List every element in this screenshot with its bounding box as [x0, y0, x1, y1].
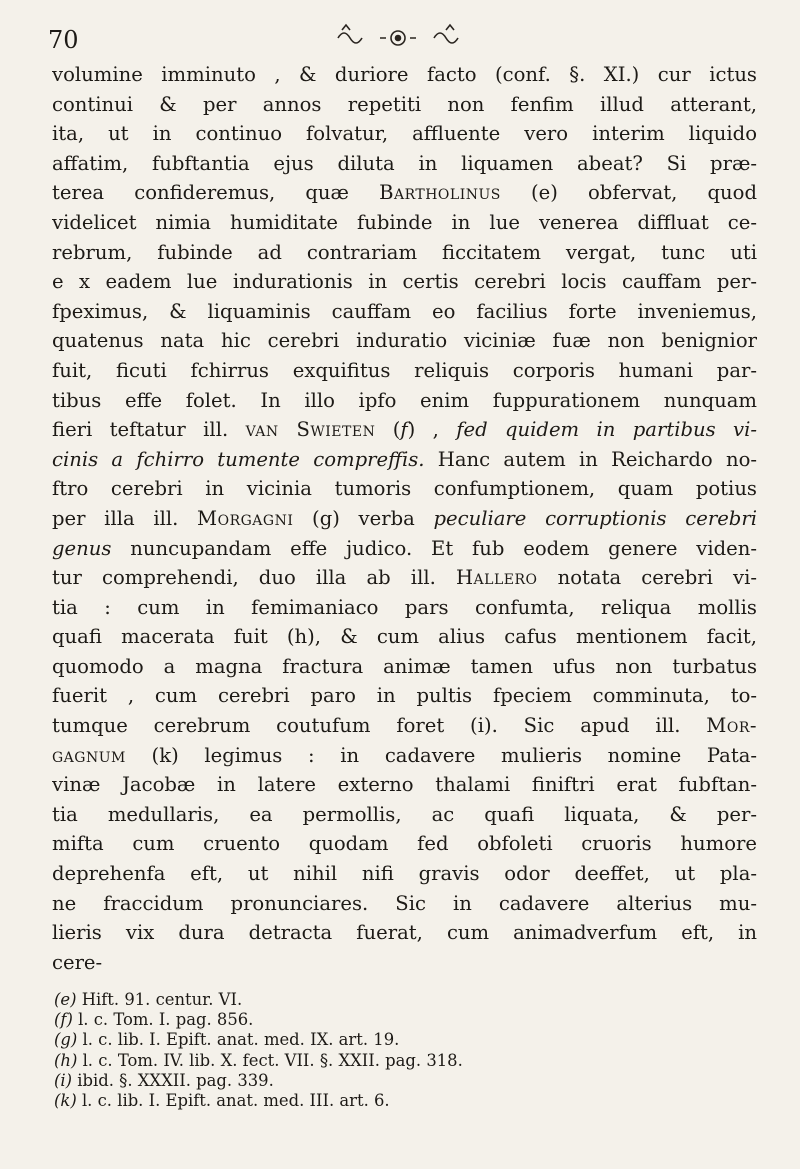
text-line [52, 90, 757, 120]
text-line [52, 918, 757, 948]
text-line [52, 326, 757, 356]
footnote-text: l. c. lib. I. Epift. anat. med. IX. art. 19. [77, 1030, 400, 1050]
text-segment: notata cerebri vi- [537, 566, 757, 590]
text-segment: genus [52, 536, 112, 560]
text-line [52, 770, 757, 800]
text-segment: Hanc autem in Reichardo no- [424, 447, 757, 471]
decorative-fleuron-icon [328, 22, 468, 54]
text-segment: fed quidem in partibus vi- [456, 418, 757, 442]
text-line [52, 208, 757, 238]
text-line [52, 711, 757, 741]
text-segment: ne fraccidum pronunciares. Sic in cadavere alterius mu- [52, 891, 757, 915]
page-number: 70 [48, 26, 79, 54]
text-segment: ftro cerebri in vicinia tumoris confumptionem, quam potius [52, 477, 757, 501]
text-segment: (e) obfervat, quod [500, 181, 757, 205]
text-segment: tia medullaris, ea permollis, ac quafi liquata, & per- [52, 802, 757, 826]
text-segment: quafi macerata fuit (h), & cum alius cafus mentionem facit, [52, 625, 757, 649]
footnote-text: l. c. Tom. I. pag. 856. [72, 1010, 254, 1030]
text-line [52, 800, 757, 830]
text-segment: Morgagni [197, 506, 294, 530]
catchword: cere- [52, 950, 103, 974]
text-segment: quatenus nata hic cerebri induratio viciniæ fuæ non benignior [52, 329, 757, 353]
footnote-mark: (i) [54, 1070, 73, 1090]
footnote [54, 1091, 754, 1111]
text-segment: fuit, ficuti fchirrus exquifitus reliquis corporis humani par- [52, 358, 757, 382]
text-segment: videlicet nimia humiditate fubinde in lue venerea diffluat ce- [52, 210, 757, 234]
text-segment: tumque cerebrum coutufum foret (i). Sic apud ill. [52, 714, 707, 738]
text-segment: volumine imminuto , & duriore facto (conf. §. XI.) cur ictus [52, 63, 757, 86]
text-line [52, 60, 757, 90]
text-segment: ita, ut in continuo folvatur, affluente vero interim liquido [52, 122, 757, 146]
text-line [52, 593, 757, 623]
text-segment: quomodo a magna fractura animæ tamen ufus non turbatus [52, 654, 757, 678]
text-line [52, 889, 757, 919]
text-line [52, 178, 757, 208]
text-segment: Hallero [455, 566, 538, 590]
text-segment: vinæ Jacobæ in latere externo thalami finiftri erat fubftan- [52, 773, 757, 797]
text-line [52, 829, 757, 859]
footnote [54, 1051, 754, 1071]
text-segment: mifta cum cruento quodam fed obfoleti cruoris humore [52, 832, 757, 856]
footnote-text: Hift. 91. centur. VI. [76, 990, 243, 1009]
text-segment: continui & per annos repetiti non fenfim illud atterant, [52, 92, 757, 116]
text-segment: fpeximus, & liquaminis cauffam eo facilius forte inveniemus, [52, 299, 757, 323]
text-line [52, 741, 757, 771]
text-line [52, 622, 757, 652]
footnote-mark: (h) [54, 1050, 78, 1070]
footnote-mark: (g) [54, 1030, 78, 1050]
footnotes [54, 990, 754, 1111]
text-line [52, 119, 757, 149]
text-segment: tur comprehendi, duo illa ab ill. [52, 566, 456, 590]
text-line [52, 504, 757, 534]
text-line [52, 652, 757, 682]
text-segment: fuerit , cum cerebri paro in pultis fpeciem comminuta, to- [52, 684, 757, 708]
footnote-mark: (f) [54, 1010, 73, 1030]
footnote [54, 1030, 754, 1050]
text-line [52, 238, 757, 268]
text-segment: tia : cum in femimaniaco pars confumta, reliqua mollis [52, 595, 757, 619]
text-segment: affatim, fubftantia ejus diluta in liquamen abeat? Si præ- [52, 151, 757, 175]
footnote [54, 990, 754, 1010]
text-line [52, 386, 757, 416]
footnote-text: l. c. Tom. IV. lib. X. fect. VII. §. XXII. pag. 318. [77, 1050, 463, 1070]
footnote-text: ibid. §. XXXII. pag. 339. [72, 1070, 274, 1090]
text-line [52, 859, 757, 889]
text-line [52, 445, 757, 475]
text-segment: peculiare corruptionis cerebri [433, 506, 757, 530]
text-segment: per illa ill. [52, 506, 198, 530]
text-segment: gagnum [52, 743, 126, 767]
text-segment: rebrum, fubinde ad contrariam ficcitatem vergat, tunc uti [52, 240, 757, 264]
footnote-mark: (e) [54, 990, 77, 1009]
text-segment: fieri teftatur ill. [52, 418, 246, 442]
text-segment: ( [375, 418, 401, 442]
text-segment: (g) verba [293, 506, 434, 530]
footnote [54, 1010, 754, 1030]
text-segment: lieris vix dura detracta fuerat, cum animadverfum eft, in [52, 921, 757, 945]
text-segment: cinis a fchirro tumente compreffis. [52, 447, 425, 471]
page-header [48, 18, 748, 58]
text-line [52, 415, 757, 445]
text-line [52, 267, 757, 297]
text-segment: terea confideremus, quæ [52, 181, 380, 205]
text-line [52, 534, 757, 564]
text-line [52, 681, 757, 711]
text-segment: deprehenfa eft, ut nihil nifi gravis odor deeffet, ut pla- [52, 862, 757, 886]
text-segment: Mor- [706, 714, 757, 738]
text-line [52, 149, 757, 179]
main-text-block [52, 60, 757, 977]
footnote-text: l. c. lib. I. Epift. anat. med. III. art. 6. [76, 1091, 390, 1111]
text-line [52, 356, 757, 386]
text-line [52, 474, 757, 504]
text-segment: nuncupandam effe judico. Et fub eodem genere viden- [111, 536, 757, 560]
text-segment: tibus effe folet. In illo ipfo enim fuppurationem nunquam [52, 388, 757, 412]
text-line [52, 563, 757, 593]
text-segment: (k) legimus : in cadavere mulieris nomine Pata- [125, 743, 757, 767]
text-segment: ) , [407, 418, 457, 442]
text-segment: e x eadem lue indurationis in certis cerebri locis cauffam per- [52, 270, 757, 294]
text-segment: f [400, 418, 408, 442]
text-segment: van Swieten [245, 418, 376, 442]
footnote [54, 1071, 754, 1091]
footnote-mark: (k) [54, 1091, 77, 1111]
text-segment: Bartholinus [379, 181, 501, 205]
text-line [52, 297, 757, 327]
